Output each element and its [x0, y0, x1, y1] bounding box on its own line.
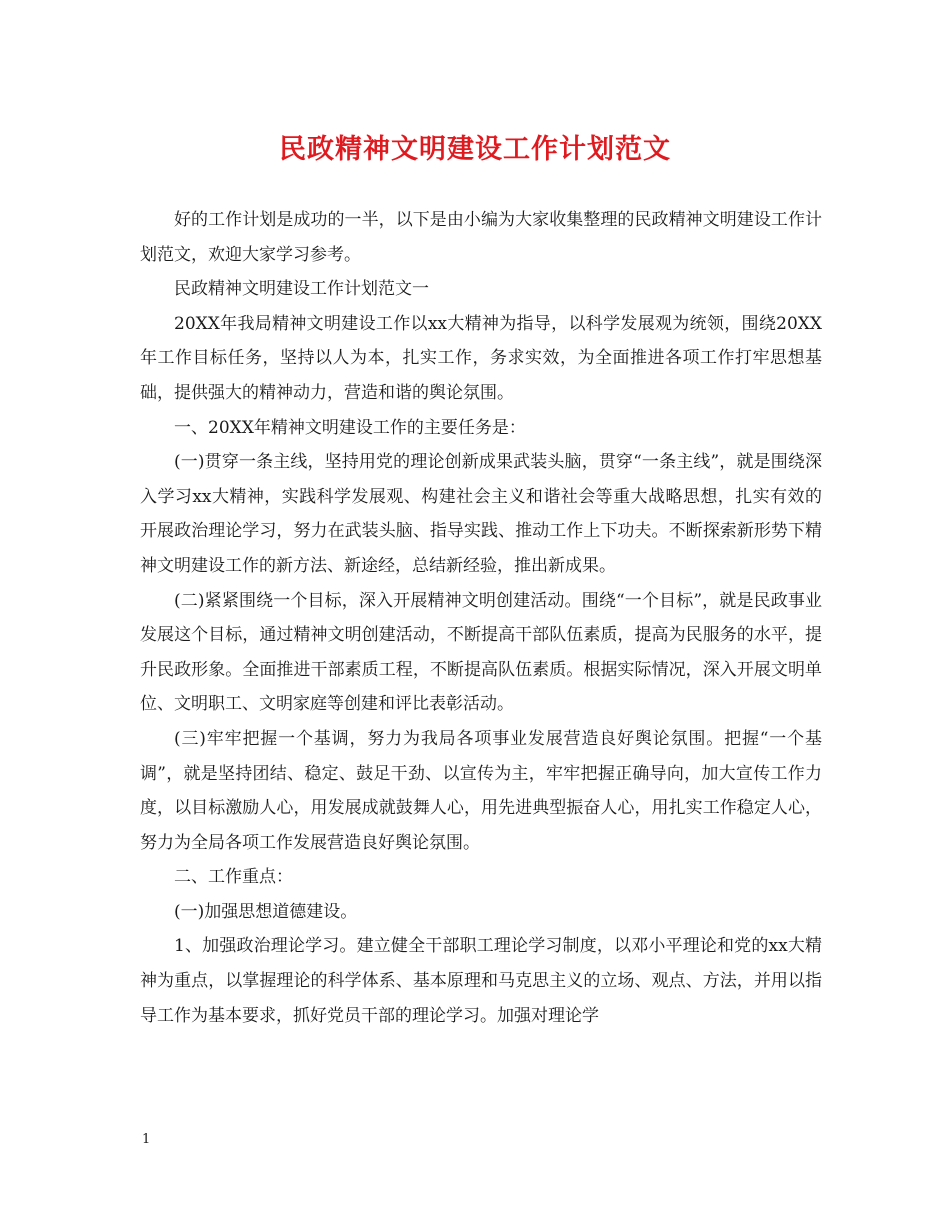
paragraph-task-three: (三)牢牢把握一个基调，努力为我局各项事业发展营造良好舆论氛围。把握“一个基调”，就是坚持团结、稳定、鼓足干劲、以宣传为主，牢牢把握正确导向，加大宣传工作力度，以目标激励人心，用发展成就鼓舞人心，用先进典型振奋人心，用扎实工作稳定人心，努力为全局各项工作发展营造良好舆论氛围。 — [140, 728, 822, 853]
paragraph-key-points-heading: 二、工作重点： — [174, 867, 293, 888]
paragraph-intro: 好的工作计划是成功的一半，以下是由小编为大家收集整理的民政精神文明建设工作计划范文，欢迎大家学习参考。 — [140, 210, 822, 265]
document-body — [140, 203, 822, 1033]
paragraph-theory-study: 1、加强政治理论学习。建立健全干部职工理论学习制度，以邓小平理论和党的xx大精神为重点，以掌握理论的科学体系、基本原理和马克思主义的立场、观点、方法，并用以指导工作为基本要求，抓好党员干部的理论学习。加强对理论学 — [140, 936, 822, 1026]
paragraph-task-one: (一)贯穿一条主线，坚持用党的理论创新成果武装头脑，贯穿“一条主线”，就是围绕深入学习xx大精神，实践科学发展观、构建社会主义和谐社会等重大战略思想，扎实有效的开展政治理论学习，努力在武装头脑、指导实践、推动工作上下功夫。不断探索新形势下精神文明建设工作的新方法、新途经，总结新经验，推出新成果。 — [140, 452, 822, 576]
page-number: 1 — [142, 1132, 151, 1147]
document-title: 民政精神文明建设工作计划范文 — [279, 134, 671, 165]
paragraph-ideology-heading: (一)加强思想道德建设。 — [174, 901, 358, 922]
paragraph-main-tasks-heading: 一、20XX年精神文明建设工作的主要任务是： — [174, 417, 526, 438]
paragraph-task-two: (二)紧紧围绕一个目标，深入开展精神文明创建活动。围绕“一个目标”，就是民政事业发展这个目标，通过精神文明创建活动，不断提高干部队伍素质，提高为民服务的水平，提升民政形象。全面推进干部素质工程，不断提高队伍素质。根据实际情况，深入开展文明单位、文明职工、文明家庭等创建和评比表彰活动。 — [140, 590, 822, 715]
paragraph-section-heading: 民政精神文明建设工作计划范文一 — [174, 279, 429, 300]
paragraph-overview: 20XX年我局精神文明建设工作以xx大精神为指导，以科学发展观为统领，围绕20XX年工作目标任务，坚持以人为本，扎实工作，务求实效，为全面推进各项工作打牢思想基础，提供强大的精神动力，营造和谐的舆论氛围。 — [140, 313, 822, 403]
